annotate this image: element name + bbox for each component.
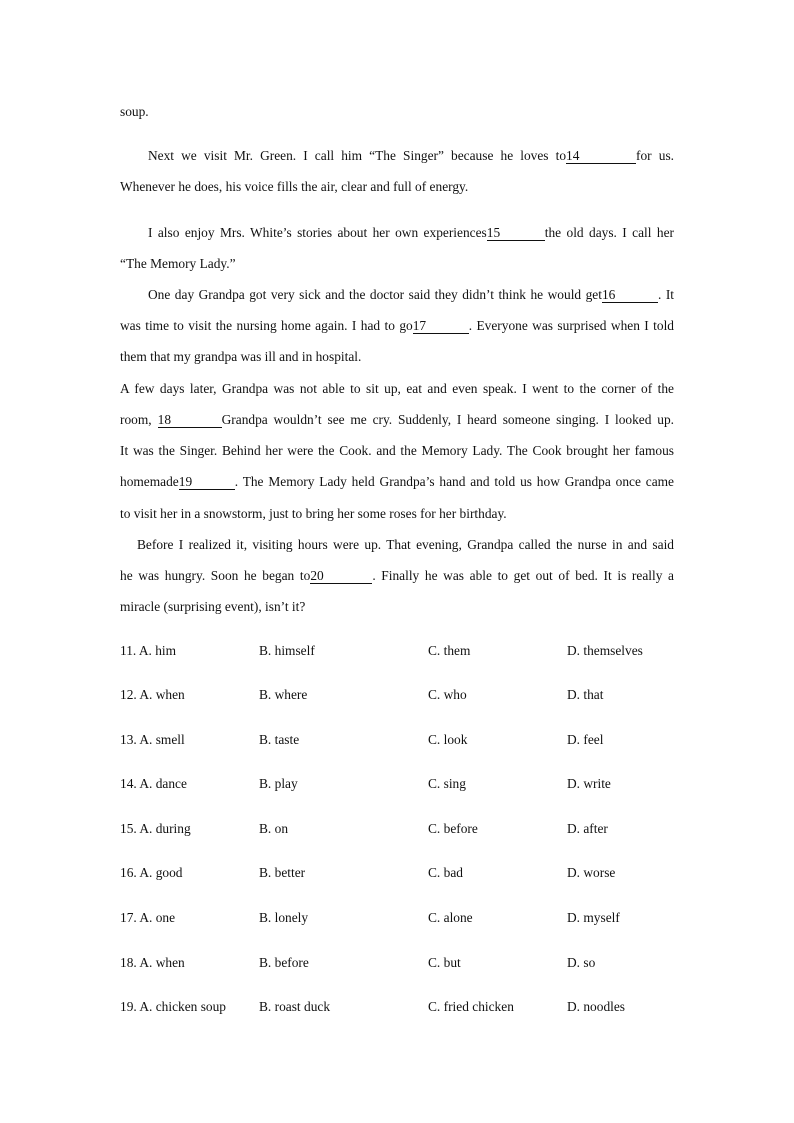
question-16 — [0, 864, 794, 882]
question-11 — [0, 642, 794, 660]
passage-text: for us. — [636, 148, 674, 163]
option-a: 12. A. when — [120, 687, 185, 702]
passage-line — [120, 255, 674, 273]
passage-text: Whenever he does, his voice fills the air, clear and full of energy. — [120, 179, 469, 194]
option-d: D. that — [567, 687, 604, 702]
option-c: C. bad — [428, 865, 463, 880]
option-b: B. where — [259, 687, 308, 702]
option-d: D. after — [567, 821, 608, 836]
passage-line — [120, 380, 674, 398]
passage-line — [148, 286, 674, 304]
passage-text: Next we visit Mr. Green. I call him “The Singer” because he loves to — [148, 148, 567, 163]
option-c: C. fried chicken — [428, 999, 514, 1014]
blank-19: 19 — [179, 475, 235, 490]
option-b: B. play — [259, 776, 298, 791]
passage-text: Before I realized it, visiting hours were up. That evening, Grandpa called the nurse in and said — [137, 537, 674, 552]
passage-text: he was hungry. Soon he began to — [120, 568, 311, 583]
passage-text: One day Grandpa got very sick and the doctor said they didn’t think he would get — [148, 287, 602, 302]
passage-text: I also enjoy Mrs. White’s stories about her own experiences — [148, 225, 487, 240]
option-c: C. who — [428, 687, 467, 702]
option-c: C. them — [428, 643, 471, 658]
passage-text: . The Memory Lady held Grandpa’s hand and told us how Grandpa once came — [234, 474, 674, 489]
blank-17: 17 — [413, 319, 469, 334]
option-d: D. myself — [567, 910, 620, 925]
passage-text: “The Memory Lady.” — [120, 256, 236, 271]
passage-line — [120, 442, 674, 460]
passage-text: room, — [120, 412, 152, 427]
option-b: B. himself — [259, 643, 315, 658]
option-d: D. write — [567, 776, 611, 791]
option-a: 11. A. him — [120, 643, 177, 658]
passage-line — [137, 536, 674, 554]
passage-text: . It — [657, 287, 674, 302]
passage-text: soup. — [120, 104, 149, 119]
passage-text: Grandpa wouldn’t see me cry. Suddenly, I heard someone singing. I looked up. — [221, 412, 674, 427]
question-17 — [0, 909, 794, 927]
passage-line — [148, 147, 674, 165]
passage-text: was time to visit the nursing home again. I had to go — [120, 318, 413, 333]
option-a: 16. A. good — [120, 865, 183, 880]
passage-line — [120, 505, 674, 523]
option-b: B. taste — [259, 732, 300, 747]
passage-line — [148, 224, 674, 242]
option-b: B. before — [259, 955, 309, 970]
option-d: D. themselves — [567, 643, 643, 658]
option-d: D. worse — [567, 865, 616, 880]
passage-text: the old days. I call her — [544, 225, 674, 240]
option-c: C. alone — [428, 910, 473, 925]
blank-18: 18 — [158, 413, 222, 428]
passage-text: miracle (surprising event), isn’t it? — [120, 599, 306, 614]
blank-16: 16 — [602, 288, 658, 303]
passage-text: . Everyone was surprised when I told — [468, 318, 674, 333]
option-b: B. lonely — [259, 910, 309, 925]
option-a: 15. A. during — [120, 821, 191, 836]
question-14 — [0, 775, 794, 793]
passage-line — [120, 317, 674, 335]
question-12 — [0, 686, 794, 704]
option-b: B. on — [259, 821, 289, 836]
option-d: D. feel — [567, 732, 604, 747]
passage-line — [120, 103, 674, 121]
option-c: C. before — [428, 821, 478, 836]
passage-line — [120, 598, 674, 616]
question-18 — [0, 954, 794, 972]
option-a: 19. A. chicken soup — [120, 999, 226, 1014]
option-c: C. but — [428, 955, 461, 970]
passage-line — [120, 411, 674, 429]
option-a: 17. A. one — [120, 910, 176, 925]
passage-line — [120, 567, 674, 585]
blank-15: 15 — [487, 226, 545, 241]
option-d: D. so — [567, 955, 596, 970]
question-13 — [0, 731, 794, 749]
passage-line — [120, 473, 674, 491]
option-a: 14. A. dance — [120, 776, 187, 791]
passage-text: to visit her in a snowstorm, just to bring her some roses for her birthday. — [120, 506, 507, 521]
passage-line — [120, 178, 674, 196]
question-15 — [0, 820, 794, 838]
question-19 — [0, 998, 794, 1016]
option-a: 13. A. smell — [120, 732, 185, 747]
blank-14: 14 — [566, 149, 636, 164]
passage-line — [120, 348, 674, 366]
passage-text: . Finally he was able to get out of bed. It is really a — [372, 568, 674, 583]
option-c: C. sing — [428, 776, 466, 791]
passage-text: It was the Singer. Behind her were the Cook. and the Memory Lady. The Cook brought her famous — [120, 443, 674, 458]
option-c: C. look — [428, 732, 468, 747]
option-d: D. noodles — [567, 999, 626, 1014]
option-b: B. roast duck — [259, 999, 331, 1014]
option-a: 18. A. when — [120, 955, 185, 970]
passage-text: them that my grandpa was ill and in hospital. — [120, 349, 362, 364]
passage-text: A few days later, Grandpa was not able to sit up, eat and even speak. I went to the corner of the — [120, 381, 674, 396]
blank-20: 20 — [310, 569, 372, 584]
passage-text: homemade — [120, 474, 179, 489]
option-b: B. better — [259, 865, 306, 880]
